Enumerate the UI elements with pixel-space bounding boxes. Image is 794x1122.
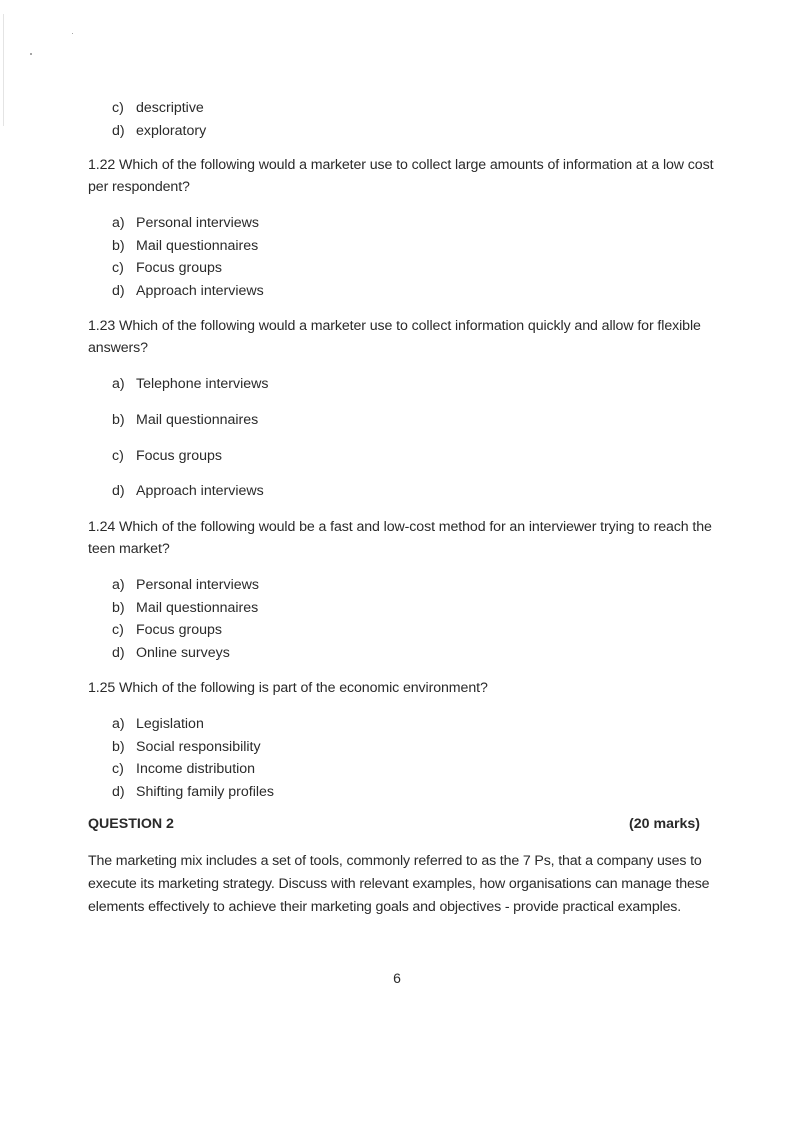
option-text: Personal interviews — [136, 215, 260, 231]
page-number: 6 — [393, 970, 401, 986]
question-2-title: QUESTION 2 — [88, 816, 174, 832]
question-1-24 — [88, 516, 718, 560]
option-a — [112, 574, 259, 597]
scan-edge-artifact — [3, 14, 4, 126]
question-1-25-options — [112, 713, 274, 803]
continued-options-list — [112, 97, 206, 142]
scan-speck — [72, 33, 73, 34]
option-label: c) — [112, 622, 124, 638]
option-d — [112, 781, 274, 804]
question-1-22-options — [112, 212, 264, 302]
option-a — [112, 212, 264, 235]
option-label: c) — [112, 100, 124, 116]
option-c — [112, 758, 274, 781]
option-b — [112, 235, 264, 258]
option-a — [112, 373, 269, 409]
question-2-heading — [88, 816, 700, 832]
option-label: b) — [112, 599, 125, 616]
question-1-23-options — [112, 373, 269, 516]
option-text: Mail questionnaires — [136, 599, 259, 616]
option-label: d) — [112, 644, 125, 661]
option-text: descriptive — [136, 100, 204, 116]
option-label: c) — [112, 260, 124, 276]
question-text: 1.23 Which of the following would a marketer use to collect information quickly and allow for flexible answers? — [88, 318, 701, 356]
option-text: Personal interviews — [136, 577, 260, 593]
question-2-text: The marketing mix includes a set of tools, commonly referred to as the 7 Ps, that a company uses to execute its marketing strategy. Discuss with relevant examples, how organisations can manage these elements effectively to achieve their marketing goals and objectives - provide practical examples. — [88, 853, 710, 916]
option-text: Approach interviews — [136, 282, 264, 299]
question-2-marks: (20 marks) — [629, 816, 700, 832]
option-c — [112, 97, 206, 120]
option-text: Telephone interviews — [136, 376, 269, 392]
option-text: Legislation — [136, 716, 204, 732]
question-1-25 — [88, 677, 718, 699]
option-text: Social responsibility — [136, 738, 261, 755]
option-b — [112, 736, 274, 759]
option-d — [112, 642, 259, 665]
option-label: a) — [112, 376, 125, 392]
option-c — [112, 257, 264, 280]
option-text: Income distribution — [136, 761, 256, 777]
option-text: Focus groups — [136, 447, 222, 464]
option-label: c) — [112, 447, 124, 464]
question-1-23 — [88, 315, 718, 359]
option-text: Online surveys — [136, 644, 230, 661]
option-text: Mail questionnaires — [136, 411, 259, 428]
option-label: a) — [112, 716, 125, 732]
option-label: d) — [112, 783, 125, 800]
option-label: a) — [112, 215, 125, 231]
option-b — [112, 597, 259, 620]
scan-speck — [30, 53, 32, 55]
option-text: Focus groups — [136, 260, 222, 276]
option-label: d) — [112, 282, 125, 299]
option-c — [112, 619, 259, 642]
question-text: 1.22 Which of the following would a marketer use to collect large amounts of information at a low cost per respondent? — [88, 157, 714, 195]
option-d — [112, 480, 269, 516]
option-text: Focus groups — [136, 622, 222, 638]
option-text: Mail questionnaires — [136, 237, 259, 254]
option-label: a) — [112, 577, 125, 593]
question-text: 1.25 Which of the following is part of the economic environment? — [88, 680, 488, 696]
option-text: exploratory — [136, 122, 207, 139]
option-c — [112, 445, 269, 481]
option-d — [112, 120, 206, 143]
option-d — [112, 280, 264, 303]
option-label: b) — [112, 738, 125, 755]
question-text: 1.24 Which of the following would be a fast and low-cost method for an interviewer trying to reach the teen market? — [88, 519, 712, 557]
option-a — [112, 713, 274, 736]
question-1-24-options — [112, 574, 259, 664]
question-1-22 — [88, 154, 718, 198]
option-b — [112, 409, 269, 445]
option-label: b) — [112, 237, 125, 254]
option-text: Approach interviews — [136, 483, 264, 500]
option-text: Shifting family profiles — [136, 783, 274, 800]
option-label: c) — [112, 761, 124, 777]
option-label: b) — [112, 411, 125, 428]
option-label: d) — [112, 122, 125, 139]
option-label: d) — [112, 483, 125, 500]
